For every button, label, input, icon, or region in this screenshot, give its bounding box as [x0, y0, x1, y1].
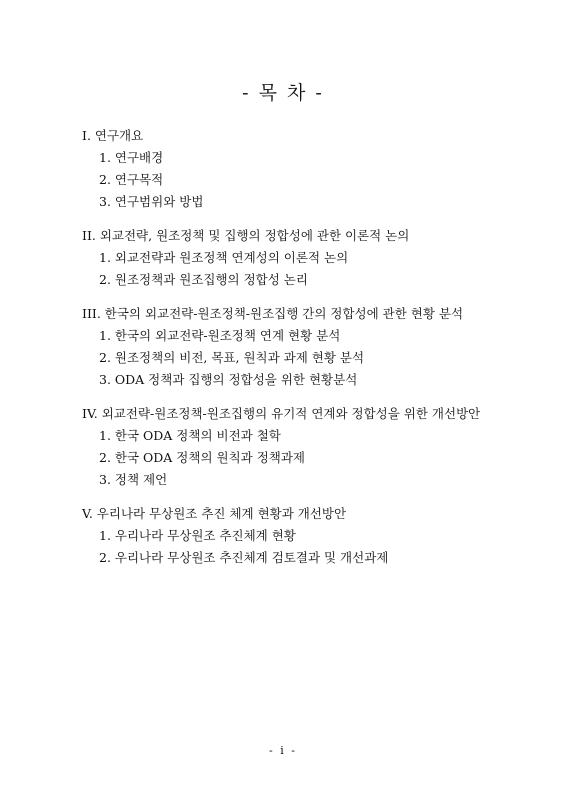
- toc-item: 1. 한국 ODA 정책의 비전과 철학: [99, 428, 281, 443]
- toc-section-3: [82, 303, 542, 391]
- toc-item: 2. 연구목적: [99, 172, 164, 187]
- toc-item: 3. 연구범위와 방법: [99, 194, 204, 209]
- toc-section-heading: IV. 외교전략-원조정책-원조집행의 유기적 연계와 정합성을 위한 개선방안: [82, 406, 481, 421]
- toc-item: 2. 원조정책과 원조집행의 정합성 논리: [99, 272, 308, 287]
- toc-item: 1. 우리나라 무상원조 추진체계 현황: [99, 528, 296, 543]
- toc-item: 2. 한국 ODA 정책의 원칙과 정책과제: [99, 450, 305, 465]
- toc-section-heading: V. 우리나라 무상원조 추진 체계 현황과 개선방안: [82, 506, 347, 521]
- toc-item: 3. 정책 제언: [99, 472, 168, 487]
- toc-item: 3. ODA 정책과 집행의 정합성을 위한 현황분석: [99, 372, 358, 387]
- toc-section-heading: III. 한국의 외교전략-원조정책-원조집행 간의 정합성에 관한 현황 분석: [82, 306, 464, 321]
- toc-item: 1. 외교전략과 원조정책 연계성의 이론적 논의: [99, 250, 349, 265]
- page-number: - i -: [269, 744, 297, 757]
- toc-section-heading: I. 연구개요: [82, 128, 144, 143]
- toc-section-4: [82, 403, 542, 491]
- toc-item: 2. 우리나라 무상원조 추진체계 검토결과 및 개선과제: [99, 550, 389, 565]
- page-title: - 목 차 -: [242, 82, 324, 104]
- toc-item: 1. 한국의 외교전략-원조정책 연계 현황 분석: [99, 328, 341, 343]
- toc-item: 2. 원조정책의 비전, 목표, 원칙과 과제 현황 분석: [99, 350, 365, 365]
- toc-section-5: [82, 503, 542, 569]
- table-of-contents: [82, 125, 542, 581]
- toc-item: 1. 연구배경: [99, 150, 164, 165]
- toc-section-heading: II. 외교전략, 원조정책 및 집행의 정합성에 관한 이론적 논의: [82, 228, 410, 243]
- toc-section-1: [82, 125, 542, 213]
- toc-section-2: [82, 225, 542, 291]
